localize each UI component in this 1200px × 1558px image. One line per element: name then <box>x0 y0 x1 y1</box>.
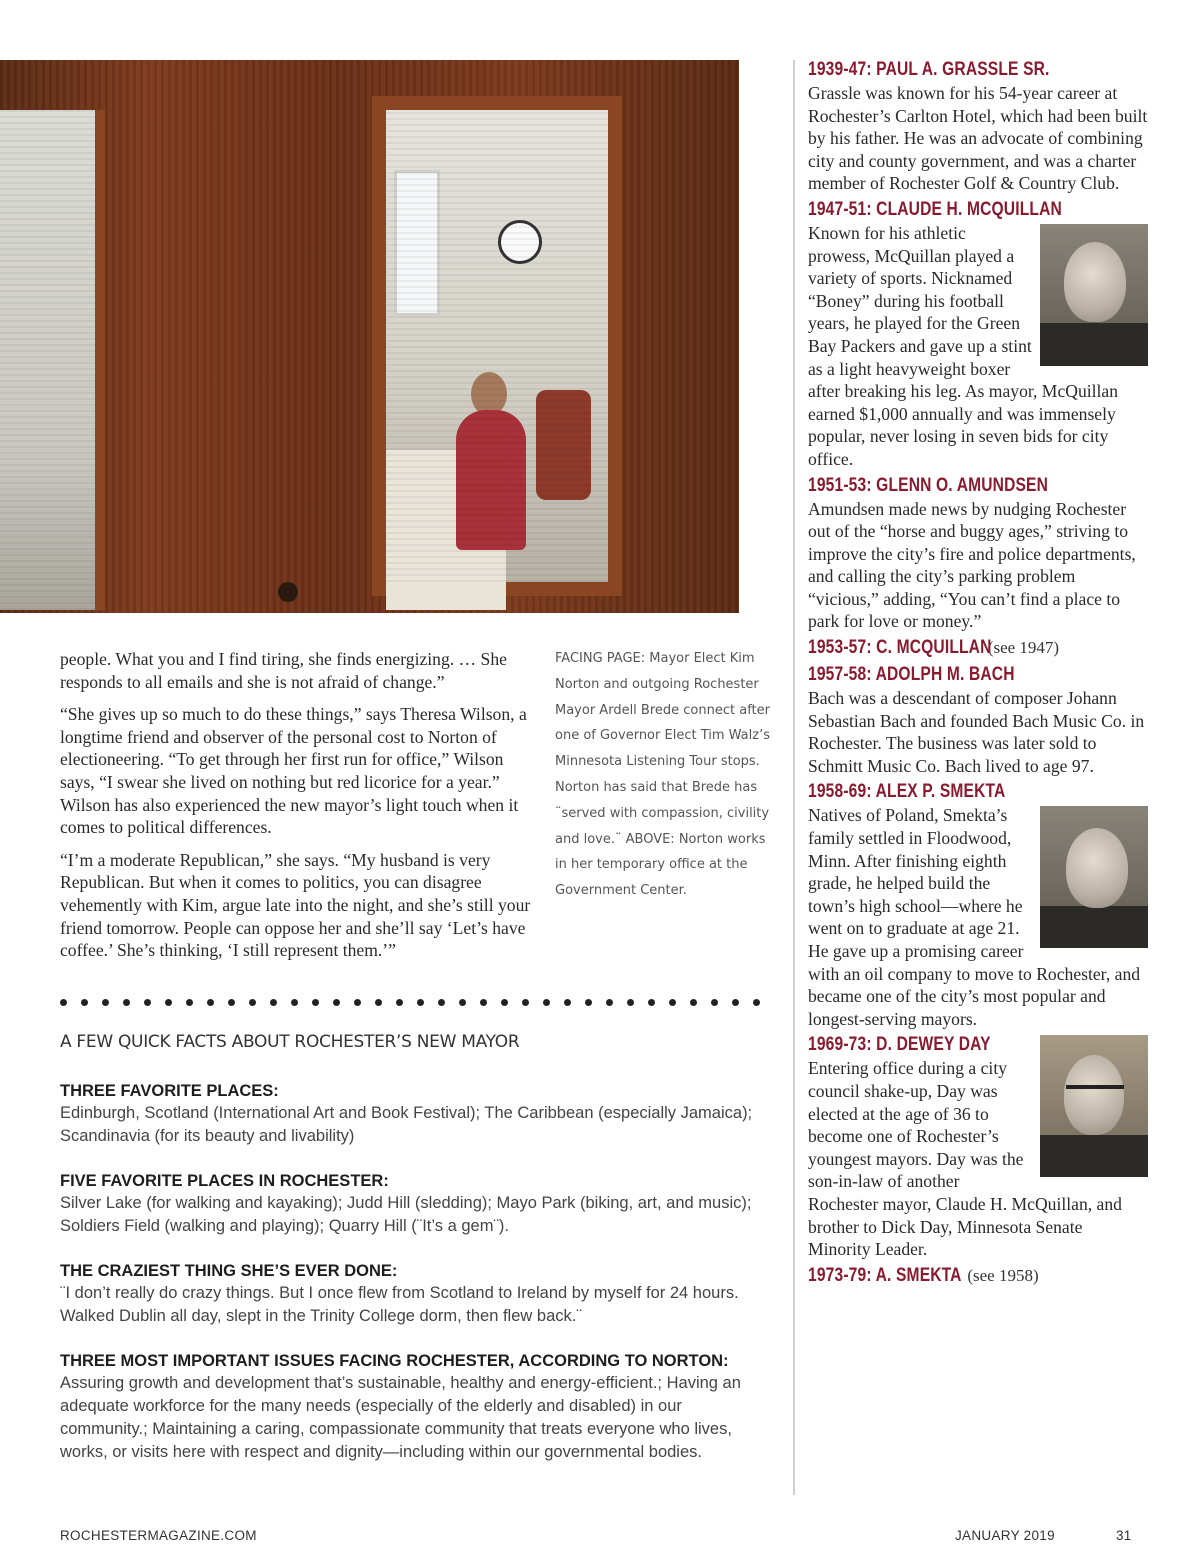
mayor-entry <box>808 1264 1148 1288</box>
mayors-sidebar <box>808 58 1148 1291</box>
mayor-heading: 1947-51: CLAUDE H. MCQUILLAN <box>808 198 1062 220</box>
mayor-entry <box>808 474 1148 634</box>
fact-body: Edinburgh, Scotland (International Art and Book Festival); The Caribbean (especially Jamaica); Scandinavia (for its beauty and livability) <box>60 1104 753 1145</box>
article-body <box>60 648 540 972</box>
mayor-body: Natives of Poland, Smekta’s family settled in Floodwood, Minn. After finishing eighth grade, he helped build the town’s high school—where he went on to graduate at age 21. He gave up a promising career with an oil company to move to Rochester, and became one of the city’s most popular and longest-serving mayors. <box>808 805 1141 1029</box>
mayor-entry <box>808 636 1148 660</box>
door-knob <box>278 582 298 602</box>
mayor-heading: 1939-47: PAUL A. GRASSLE SR. <box>808 59 1050 80</box>
footer-site: ROCHESTERMAGAZINE.COM <box>60 1528 257 1543</box>
fact-item <box>60 1170 760 1238</box>
mayor-heading: 1953-57: C. MCQUILLAN <box>808 637 992 659</box>
mayor-body: Known for his athletic prowess, McQuillan played a variety of sports. Nicknamed “Boney” during his football years, he played for the Green Bay Packers and gave up a stint as a light heavyweight boxer after breaking his leg. As mayor, McQuillan earned $1,000 annually and was immensely popular, never losing in seven bids for city office. <box>808 222 1119 469</box>
mayor-body: Grassle was known for his 54-year career at Rochester’s Carlton Hotel, which had been built by his father. He was an advocate of combining city and county government, and was a charter member of Rochester Golf & Country Club. <box>808 83 1148 194</box>
fact-heading: THREE FAVORITE PLACES: <box>60 1082 279 1100</box>
mayor-see-note: (see 1958) <box>967 1265 1039 1285</box>
fact-item <box>60 1080 760 1148</box>
dotted-separator <box>60 992 760 1012</box>
page-number: 31 <box>1116 1528 1132 1543</box>
mayor-heading: 1957-58: ADOLPH M. BACH <box>808 664 1015 686</box>
mayor-see-note: (see 1947) <box>987 638 1060 658</box>
mayor-entry <box>808 198 1148 471</box>
fact-heading: FIVE FAVORITE PLACES IN ROCHESTER: <box>60 1172 389 1190</box>
quick-facts-title: A FEW QUICK FACTS ABOUT ROCHESTER’S NEW MAYOR <box>60 1032 520 1052</box>
column-divider <box>793 60 795 1495</box>
mayor-entry <box>808 58 1148 195</box>
fact-heading: THREE MOST IMPORTANT ISSUES FACING ROCHESTER, ACCORDING TO NORTON: <box>60 1352 729 1370</box>
fact-item <box>60 1260 760 1328</box>
quick-facts <box>60 1032 760 1486</box>
mcquillan-portrait <box>1040 224 1148 366</box>
mayor-heading: 1958-69: ALEX P. SMEKTA <box>808 781 1006 803</box>
fact-body: ¨I don’t really do crazy things. But I once flew from Scotland to Ireland by myself for 24 hours. Walked Dublin all day, slept in the Trinity College dorm, then flew back.¨ <box>60 1284 739 1325</box>
smekta-portrait <box>1040 806 1148 948</box>
left-door-window <box>0 110 105 610</box>
office-photo <box>0 60 739 613</box>
right-door-window <box>372 96 622 596</box>
mayor-heading: 1951-53: GLENN O. AMUNDSEN <box>808 474 1049 496</box>
mayor-body: Amundsen made news by nudging Rochester out of the “horse and buggy ages,” striving to improve the city’s fire and police departments, and calling the city’s parking problem “vicious,” adding, “You can’t find a place to park for love or money.” <box>808 498 1136 632</box>
mayor-heading: 1973-79: A. SMEKTA <box>808 1264 962 1286</box>
mayor-body: Bach was a descendant of composer Johann Sebastian Bach and founded Bach Music Co. in Rochester. The business was later sold to Schmitt Music Co. Bach lived to age 97. <box>808 688 1145 776</box>
mayor-heading: 1969-73: D. DEWEY DAY <box>808 1034 991 1056</box>
fact-body: Silver Lake (for walking and kayaking); Judd Hill (sledding); Mayo Park (biking, art, and music); Soldiers Field (walking and playing); Quarry Hill (¨It’s a gem¨). <box>60 1194 752 1235</box>
fact-item <box>60 1350 760 1464</box>
fact-heading: THE CRAZIEST THING SHE’S EVER DONE: <box>60 1262 398 1280</box>
mayor-entry <box>808 780 1148 1030</box>
paragraph: “She gives up so much to do these things,” says Theresa Wilson, a longtime friend and observer of the personal cost to Norton of electioneering. “To get through her first run for office,” Wilson says, “I swear she lived on nothing but red licorice for a year.” Wilson has also experienced the new mayor’s light touch when it comes to political differences. <box>60 704 527 838</box>
mayor-entry <box>808 663 1148 777</box>
day-portrait <box>1040 1035 1148 1177</box>
mayor-body: Entering office during a city council shake-up, Day was elected at the age of 36 to become one of Rochester’s youngest mayors. Day was the son-in-law of another Rochester mayor, Claude H. McQuillan, and brother to Dick Day, Minnesota Senate Minority Leader. <box>808 1058 1122 1260</box>
mayor-entry <box>808 1033 1148 1260</box>
paragraph: people. What you and I find tiring, she finds energizing. … She responds to all emails and she is not afraid of change.” <box>60 649 507 692</box>
photo-caption: FACING PAGE: Mayor Elect Kim Norton and outgoing Rochester Mayor Ardell Brede connect after one of Governor Elect Tim Walz’s Minnesota Listening Tour stops. Norton has said that Brede has ¨served with compassion, civility and love.¨ ABOVE: Norton works in her temporary office at the Government Center. <box>555 651 770 899</box>
fact-body: Assuring growth and development that’s sustainable, healthy and energy-efficient.; Having an adequate workforce for the many needs (especially of the elderly and disabled) in our community.; Maintaining a caring, compassionate community that treats everyone who lives, works, or visits here with respect and dignity—including within our governmental bodies. <box>60 1374 741 1461</box>
paragraph: “I’m a moderate Republican,” she says. “My husband is very Republican. But when it comes to politics, you can disagree vehemently with Kim, argue late into the night, and she’s still your friend tomorrow. People can oppose her and she’ll say ‘Let’s have coffee.’ She’s thinking, ‘I still represent them.’” <box>60 849 531 961</box>
footer-date: JANUARY 2019 <box>955 1528 1055 1543</box>
